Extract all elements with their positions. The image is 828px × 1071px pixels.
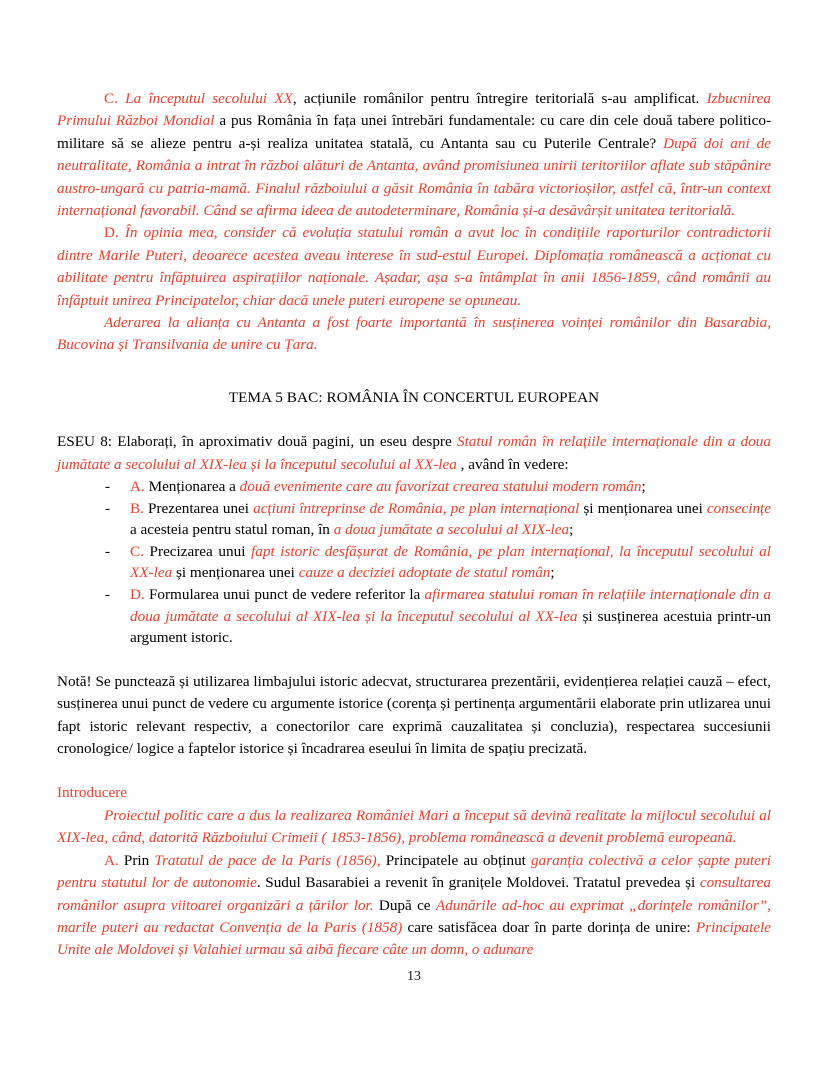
introducere-a-s1: Prin <box>118 851 155 869</box>
paragraph-c-seg3: Izbucnirea Primului Război Mondial <box>57 90 771 130</box>
list-item-letter: A. <box>130 478 145 496</box>
spacer <box>57 760 771 782</box>
list-item-letter: C. <box>130 542 144 560</box>
list-bullet-dash: - <box>105 478 111 496</box>
list-item-text: și susținerea acestuia printr-un argument istoric. <box>130 607 771 647</box>
document-body <box>57 88 771 962</box>
introducere-a-label: A. <box>104 851 119 869</box>
eseu-intro-part2: , având în vedere: <box>456 455 569 473</box>
introducere-paragraph-a <box>57 850 771 962</box>
list-item-text: ; <box>569 521 574 539</box>
paragraph-c-seg1: La începutul secolului XX <box>125 90 293 107</box>
list-item-text: Prezentarea unei <box>143 499 254 517</box>
list-item <box>57 541 771 584</box>
page-number: 13 <box>407 969 421 984</box>
list-item-text: Formularea unui punct de vedere referitor la <box>144 586 425 604</box>
introducere-a-s5: . Sudul Basarabiei a revenit în granițele Moldovei. Tratatul prevedea și <box>256 874 700 892</box>
spacer <box>57 357 771 387</box>
list-item-text: Precizarea unui <box>143 542 252 560</box>
introducere-a-s6: consultarea românilor asupra viitoarei organizări a țărilor lor. <box>57 874 771 914</box>
introducere-a-s9: care satisfăcea doar în parte dorința de unire: <box>402 918 696 936</box>
introducere-paragraph-1: Proiectul politic care a dus la realizarea României Mari a început să devină realitate la mijlocul secolului al XIX-lea, când, datorită Războiului Crimeii ( 1853-1856), problema românească a devenit problemă europeană. <box>57 806 771 847</box>
page-title: TEMA 5 BAC: ROMÂNIA ÎN CONCERTUL EUROPEAN <box>228 388 600 406</box>
spacer <box>57 409 771 431</box>
list-item-text: ; <box>641 478 646 496</box>
paragraph-d <box>57 222 771 312</box>
nota-paragraph: Notă! Se punctează și utilizarea limbajului istoric adecvat, structurarea prezentării, evidențierea relației cauză – efect, susținerea unui punct de vedere cu argumente istorice (corența și pertinența argumentării elaborate prin utlizarea unui fapt istoric relevant respectiv, a conectorilor care exprimă cauzalitatea și concluzia), respectarea succesiunii cronologice/ logice a faptelor istorice și încadrarea eseului în limita de spațiu precizată. <box>57 672 771 758</box>
list-bullet-dash: - <box>105 586 111 604</box>
eseu-intro-topic: Statul român în relațiile internaționale din a doua jumătate a secolului al XIX-lea și la începutul secolului al XX-lea <box>57 433 771 473</box>
list-item-text: două evenimente care au favorizat crearea statului modern român <box>239 478 642 496</box>
paragraph-aderarea: Aderarea la alianța cu Antanta a fost foarte importantă în susținerea voinței românilor din Basarabia, Bucovina și Transilvania de unire cu Țara. <box>57 314 771 354</box>
introducere-a-s4: garanția colectivă a celor șapte puteri pentru statutul lor de autonomie <box>57 851 772 892</box>
list-item-text: ; <box>550 564 555 582</box>
list-item-text: Menționarea a <box>144 478 240 496</box>
list-item-text: acțiuni întreprinse de România, pe plan internațional <box>253 499 580 517</box>
introducere-a-s8: Adunările ad-hoc au exprimat „dorințele românilor”, marile puteri au redactat Convenția de la Paris (1858) <box>57 896 771 936</box>
list-item-letter: B. <box>130 499 144 517</box>
list-item-text: cauze a deciziei adoptate de statul român <box>298 564 551 582</box>
list-bullet-dash: - <box>105 542 111 560</box>
list-bullet-dash: - <box>105 499 111 517</box>
list-item <box>57 498 771 541</box>
paragraph-d-text: În opinia mea, consider că evoluția statului român a avut loc în condițiile raporturilor contradictorii dintre Marile Puteri, deoarece acestea aveau interese în sud-estul Europei. Diplomația românească a acționat cu abilitate pentru înfăptuirea aspirațiilor naționale. Așadar, așa s-a întâmplat în anii 1856-1859, când românii au înfăptuit unirea Principatelor, chiar dacă unele puteri europene se opuneau. <box>57 224 771 309</box>
introducere-a-s2: Tratatul de pace de la Paris (1856), <box>154 851 381 869</box>
list-item-text: și menționarea unei <box>579 499 707 517</box>
list-item-letter: D. <box>130 586 145 604</box>
eseu-intro-part1: ESEU 8: Elaborați, în aproximativ două pagini, un eseu despre <box>57 433 457 451</box>
eseu-intro <box>57 431 771 476</box>
introducere-a-s7: După ce <box>373 896 436 914</box>
list-item <box>57 476 771 498</box>
list-item-text: a acesteia pentru statul roman, în <box>130 521 334 539</box>
list-item-text: a doua jumătate a secolului al XIX-lea <box>333 521 570 539</box>
spacer <box>57 649 771 671</box>
paragraph-c-seg4: a pus România în fața unei întrebări fundamentale: cu care din cele două tabere politico-militare să se alieze pentru a-și realiza unitatea statală, cu Antanta sau cu Puterile Centrale? <box>57 112 771 152</box>
introducere-a-s10: Principatele Unite ale Moldovei și Valahiei urmau să aibă fiecare câte un domn, o adunare <box>57 918 771 959</box>
list-item <box>57 584 771 649</box>
list-item-text: afirmarea statului roman în relațiile internaționale din a doua jumătate a secolului al XIX-lea și la începutul secolului al XX-lea <box>130 586 771 625</box>
paragraph-c-label: C. <box>104 90 118 107</box>
list-item-text: consecințe <box>706 499 772 517</box>
paragraph-c <box>57 88 771 222</box>
paragraph-d-label: D. <box>104 224 119 242</box>
introducere-heading: Introducere <box>57 784 127 802</box>
paragraph-c-seg2: , acțiunile românilor pentru întregire teritorială s-au amplificat. <box>292 90 707 107</box>
eseu-requirements-list <box>57 476 771 649</box>
paragraph-c-seg5: După doi ani de neutralitate, România a intrat în război alături de Antanta, având promisiunea unirii teritoriilor aflate sub stăpânire austro-ungară cu patria-mamă. Finalul războiului a găsit România în tabăra victorioșilor, astfel că, într-un context internațional favorabil. Când se afirma ideea de autodeterminare, România și-a desăvârșit unitatea teritorială. <box>57 134 771 220</box>
introducere-a-s3: Principatele au obținut <box>380 851 532 869</box>
list-item-text: fapt istoric desfășurat de România, pe plan internațional, la începutul secolului al XX-lea <box>130 542 771 582</box>
list-item-text: și menționarea unei <box>172 564 299 582</box>
